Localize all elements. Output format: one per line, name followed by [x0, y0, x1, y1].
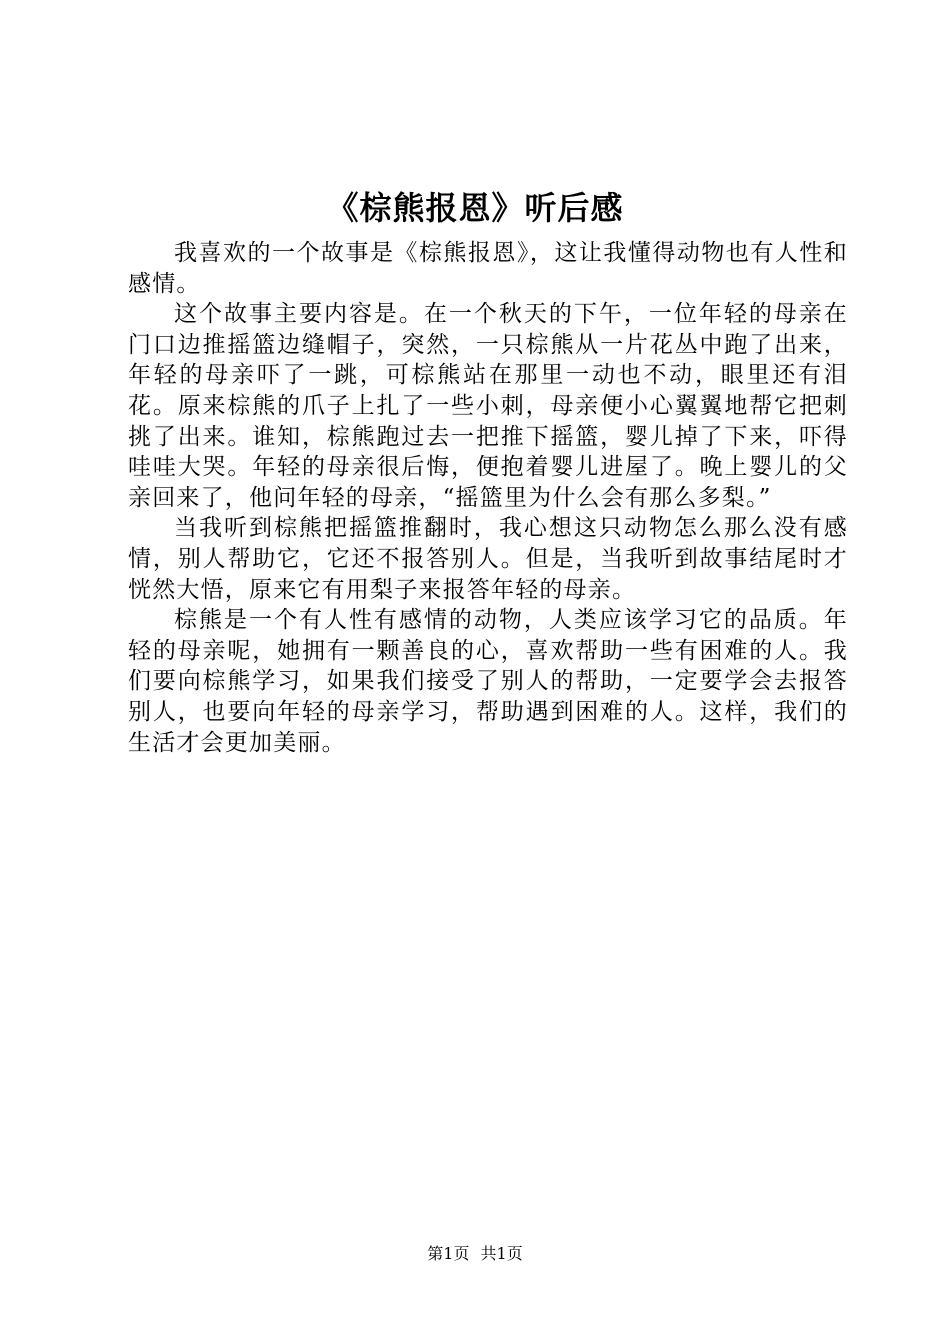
- page-number-current: 第1页: [427, 1244, 470, 1263]
- paragraph-1: 我喜欢的一个故事是《棕熊报恩》，这让我懂得动物也有人性和感情。: [128, 240, 848, 297]
- page-number-total: 共1页: [480, 1244, 523, 1263]
- paragraph-2: 这个故事主要内容是。在一个秋天的下午，一位年轻的母亲在门口边推摇篮边缝帽子，突然，一只棕熊从一片花丛中跑了出来，年轻的母亲吓了一跳，可棕熊站在那里一动也不动，眼里还有泪花。原来棕熊的爪子上扎了一些小刺，母亲便小心翼翼地帮它把刺挑了出来。谁知，棕熊跑过去一把推下摇篮，婴儿掉了下来，吓得哇哇大哭。年轻的母亲很后悔，便抱着婴儿进屋了。晚上婴儿的父亲回来了，他问年轻的母亲，“摇篮里为什么会有那么多梨。”: [128, 301, 848, 511]
- paragraph-3: 当我听到棕熊把摇篮推翻时，我心想这只动物怎么那么没有感情，别人帮助它，它还不报答别人。但是，当我听到故事结尾时才恍然大悟，原来它有用梨子来报答年轻的母亲。: [128, 515, 848, 603]
- document-body: [128, 238, 848, 758]
- paragraph-4: 棕熊是一个有人性有感情的动物，人类应该学习它的品质。年轻的母亲呢，她拥有一颗善良的心，喜欢帮助一些有困难的人。我们要向棕熊学习，如果我们接受了别人的帮助，一定要学会去报答别人，也要向年轻的母亲学习，帮助遇到困难的人。这样，我们的生活才会更加美丽。: [128, 607, 848, 756]
- document-title: 《棕熊报恩》听后感: [326, 189, 624, 227]
- page-footer: [0, 1244, 950, 1264]
